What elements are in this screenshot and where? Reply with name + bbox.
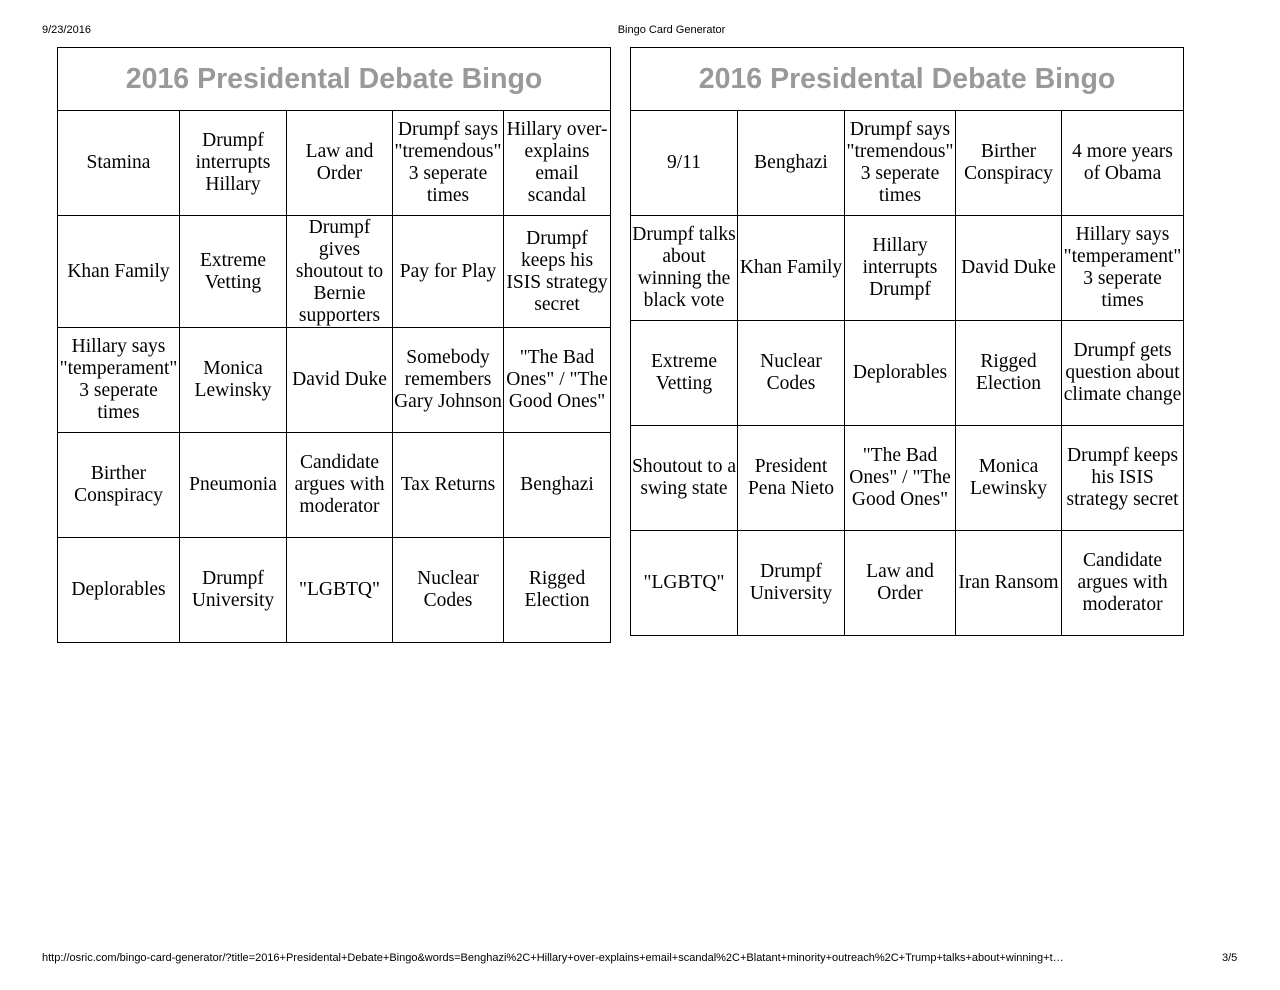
- bingo-cell[interactable]: Khan Family: [738, 216, 845, 321]
- bingo-cell[interactable]: President Pena Nieto: [738, 426, 845, 531]
- bingo-cell[interactable]: Drumpf keeps his ISIS strategy secret: [1062, 426, 1184, 531]
- print-date: 9/23/2016: [42, 24, 91, 36]
- bingo-cell[interactable]: 9/11: [631, 111, 738, 216]
- print-page-number: 3/5: [1222, 952, 1238, 964]
- bingo-row: [631, 531, 1184, 636]
- bingo-cell[interactable]: 4 more years of Obama: [1062, 111, 1184, 216]
- bingo-cell[interactable]: David Duke: [287, 328, 393, 433]
- card-title: 2016 Presidental Debate Bingo: [631, 48, 1184, 111]
- bingo-cell[interactable]: Hillary says "temperament" 3 seperate times: [58, 328, 180, 433]
- bingo-cell[interactable]: Hillary says "temperament" 3 seperate times: [1062, 216, 1184, 321]
- bingo-cell[interactable]: Rigged Election: [956, 321, 1062, 426]
- bingo-cell[interactable]: Drumpf gives shoutout to Bernie supporters: [287, 216, 393, 328]
- bingo-cell[interactable]: Deplorables: [58, 538, 180, 643]
- bingo-cell[interactable]: Extreme Vetting: [180, 216, 287, 328]
- bingo-cell[interactable]: Extreme Vetting: [631, 321, 738, 426]
- bingo-cell[interactable]: David Duke: [956, 216, 1062, 321]
- bingo-cell[interactable]: Birther Conspiracy: [956, 111, 1062, 216]
- card-title: 2016 Presidental Debate Bingo: [58, 48, 611, 111]
- bingo-cell[interactable]: "LGBTQ": [631, 531, 738, 636]
- bingo-cell[interactable]: Stamina: [58, 111, 180, 216]
- bingo-cell[interactable]: Nuclear Codes: [738, 321, 845, 426]
- bingo-row: [58, 328, 611, 433]
- print-footer-url: http://osric.com/bingo-card-generator/?title=2016+Presidental+Debate+Bingo&words=Benghazi%2C+Hillary+over-explains+email+scandal%2C+Blatant+minority+outreach%2C+Trump+talks+about+winning+t…: [42, 952, 1064, 964]
- bingo-cell[interactable]: Drumpf interrupts Hillary: [180, 111, 287, 216]
- bingo-cell[interactable]: Nuclear Codes: [393, 538, 504, 643]
- bingo-row: [631, 216, 1184, 321]
- bingo-row: [631, 321, 1184, 426]
- bingo-cell[interactable]: Khan Family: [58, 216, 180, 328]
- bingo-cell[interactable]: Iran Ransom: [956, 531, 1062, 636]
- bingo-cell[interactable]: "LGBTQ": [287, 538, 393, 643]
- bingo-row: [631, 111, 1184, 216]
- bingo-cell[interactable]: Benghazi: [504, 433, 611, 538]
- bingo-cell[interactable]: Drumpf University: [180, 538, 287, 643]
- bingo-cell[interactable]: Hillary over-explains email scandal: [504, 111, 611, 216]
- bingo-cell[interactable]: Drumpf says "tremendous" 3 seperate times: [845, 111, 956, 216]
- bingo-cell[interactable]: Hillary interrupts Drumpf: [845, 216, 956, 321]
- bingo-cell[interactable]: Law and Order: [845, 531, 956, 636]
- bingo-cell[interactable]: Drumpf keeps his ISIS strategy secret: [504, 216, 611, 328]
- bingo-cell[interactable]: Candidate argues with moderator: [287, 433, 393, 538]
- bingo-row: [58, 216, 611, 328]
- bingo-cell[interactable]: Law and Order: [287, 111, 393, 216]
- bingo-cell[interactable]: Tax Returns: [393, 433, 504, 538]
- bingo-cell[interactable]: "The Bad Ones" / "The Good Ones": [845, 426, 956, 531]
- bingo-cell[interactable]: Pay for Play: [393, 216, 504, 328]
- bingo-card-1: [57, 47, 611, 643]
- bingo-cell[interactable]: Drumpf University: [738, 531, 845, 636]
- bingo-card-2: [630, 47, 1184, 636]
- bingo-cell[interactable]: Deplorables: [845, 321, 956, 426]
- bingo-row: [58, 111, 611, 216]
- bingo-row: [58, 433, 611, 538]
- bingo-cell[interactable]: Rigged Election: [504, 538, 611, 643]
- bingo-row: [631, 426, 1184, 531]
- bingo-cell[interactable]: Benghazi: [738, 111, 845, 216]
- bingo-cell[interactable]: Monica Lewinsky: [180, 328, 287, 433]
- bingo-cell[interactable]: Somebody remembers Gary Johnson: [393, 328, 504, 433]
- bingo-row: [58, 538, 611, 643]
- bingo-cell[interactable]: Drumpf says "tremendous" 3 seperate times: [393, 111, 504, 216]
- bingo-cell[interactable]: Monica Lewinsky: [956, 426, 1062, 531]
- bingo-cell[interactable]: "The Bad Ones" / "The Good Ones": [504, 328, 611, 433]
- print-page-title: Bingo Card Generator: [617, 24, 726, 36]
- bingo-cell[interactable]: Drumpf gets question about climate change: [1062, 321, 1184, 426]
- bingo-cell[interactable]: Birther Conspiracy: [58, 433, 180, 538]
- bingo-cell[interactable]: Shoutout to a swing state: [631, 426, 738, 531]
- bingo-cell[interactable]: Pneumonia: [180, 433, 287, 538]
- bingo-cell[interactable]: Candidate argues with moderator: [1062, 531, 1184, 636]
- bingo-cell[interactable]: Drumpf talks about winning the black vote: [631, 216, 738, 321]
